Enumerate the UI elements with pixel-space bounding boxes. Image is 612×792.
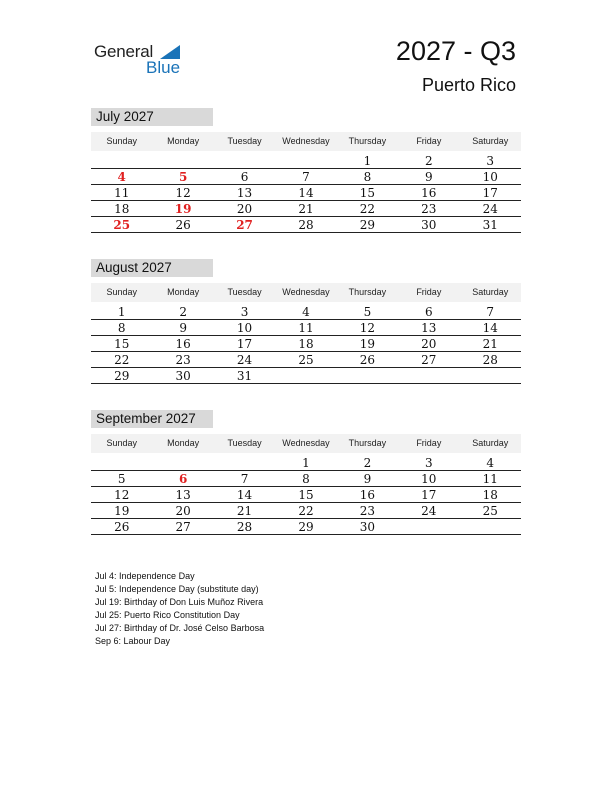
month-calendar <box>91 410 521 535</box>
week-row <box>91 455 521 471</box>
week-row <box>91 320 521 336</box>
day-cell: 6 <box>240 170 249 184</box>
day-cell <box>91 153 152 168</box>
holiday-day-cell: 6 <box>178 472 188 486</box>
day-cell: 8 <box>117 321 126 335</box>
weekday-label: Tuesday <box>227 287 262 297</box>
week-row <box>91 169 521 185</box>
weekday-label: Tuesday <box>227 136 262 146</box>
day-cell: 14 <box>298 186 314 200</box>
week-row <box>91 201 521 217</box>
day-cell: 25 <box>482 504 498 518</box>
week-row <box>91 368 521 384</box>
day-cell: 19 <box>359 337 376 351</box>
day-cell: 18 <box>482 488 498 502</box>
day-cell: 5 <box>117 472 126 486</box>
holiday-day-cell: 27 <box>236 218 253 232</box>
day-cell: 29 <box>359 218 376 232</box>
day-cell: 9 <box>363 472 372 486</box>
day-cell <box>152 153 213 168</box>
weekday-label: Sunday <box>106 136 137 146</box>
logo-word-blue: Blue <box>146 58 181 77</box>
day-cell: 13 <box>421 321 437 335</box>
month-title: September 2027 <box>91 410 213 428</box>
weekday-label: Monday <box>167 287 200 297</box>
holiday-note: Jul 4: Independence Day <box>95 571 195 581</box>
holiday-note: Jul 27: Birthday of Dr. José Celso Barbosa <box>95 623 265 633</box>
weekday-label: Monday <box>167 136 200 146</box>
holiday-day-cell: 25 <box>113 218 131 232</box>
month-title: August 2027 <box>91 259 213 277</box>
week-row <box>91 153 521 169</box>
day-cell: 13 <box>175 488 191 502</box>
weekday-label: Saturday <box>472 438 509 448</box>
day-cell: 8 <box>302 472 310 486</box>
day-cell: 23 <box>421 202 437 216</box>
day-cell: 3 <box>425 456 433 470</box>
holiday-note: Jul 19: Birthday of Don Luis Muñoz Rivera <box>95 597 264 607</box>
day-cell: 3 <box>240 305 249 319</box>
day-cell <box>214 153 275 168</box>
week-row <box>91 336 521 352</box>
day-cell: 24 <box>421 504 437 518</box>
day-cell: 2 <box>363 456 372 470</box>
day-cell: 14 <box>482 321 498 335</box>
day-cell: 8 <box>363 170 372 184</box>
day-cell: 4 <box>486 456 495 470</box>
day-cell: 16 <box>359 488 376 502</box>
week-row <box>91 471 521 487</box>
day-cell: 1 <box>363 154 372 168</box>
day-cell: 30 <box>175 369 191 383</box>
weekday-label: Friday <box>416 438 442 448</box>
week-row <box>91 487 521 503</box>
day-cell: 28 <box>482 353 498 367</box>
day-cell: 20 <box>236 202 253 216</box>
month-calendar <box>91 108 521 233</box>
day-cell: 16 <box>421 186 437 200</box>
weekday-label: Sunday <box>106 287 137 297</box>
day-cell: 17 <box>236 337 253 351</box>
day-cell: 16 <box>175 337 191 351</box>
day-cell: 12 <box>359 321 376 335</box>
day-cell <box>337 368 398 383</box>
day-cell: 18 <box>114 202 130 216</box>
weekday-label: Friday <box>416 136 442 146</box>
day-cell: 26 <box>114 520 130 534</box>
week-row <box>91 217 521 233</box>
day-cell: 30 <box>421 218 437 232</box>
day-cell: 19 <box>114 504 130 518</box>
day-cell: 26 <box>175 218 191 232</box>
day-cell: 31 <box>236 369 253 383</box>
week-row <box>91 185 521 201</box>
holiday-note: Sep 6: Labour Day <box>95 636 171 646</box>
holiday-day-cell: 4 <box>117 170 126 184</box>
day-cell: 10 <box>236 321 253 335</box>
day-cell: 20 <box>175 504 191 518</box>
day-cell: 10 <box>421 472 437 486</box>
day-cell: 5 <box>363 305 372 319</box>
day-cell: 23 <box>359 504 376 518</box>
day-cell: 9 <box>179 321 187 335</box>
day-cell <box>460 368 521 383</box>
day-cell: 4 <box>302 305 310 319</box>
weekday-label: Wednesday <box>282 287 330 297</box>
day-cell: 21 <box>236 504 253 518</box>
day-cell: 26 <box>359 353 376 367</box>
day-cell: 24 <box>236 353 253 367</box>
day-cell: 20 <box>421 337 437 351</box>
logo <box>94 42 194 78</box>
holiday-note: Jul 25: Puerto Rico Constitution Day <box>95 610 240 620</box>
day-cell: 1 <box>117 305 126 319</box>
weekday-header-row <box>91 283 521 302</box>
day-cell: 28 <box>298 218 314 232</box>
day-cell: 15 <box>114 337 130 351</box>
day-cell: 27 <box>421 353 437 367</box>
day-cell: 29 <box>298 520 314 534</box>
day-cell <box>460 519 521 534</box>
day-cell <box>398 368 459 383</box>
day-cell: 10 <box>482 170 498 184</box>
day-cell: 3 <box>486 154 495 168</box>
weekday-label: Monday <box>167 438 200 448</box>
day-cell: 11 <box>114 186 130 200</box>
day-cell: 7 <box>302 170 310 184</box>
day-cell <box>214 455 275 470</box>
day-cell: 21 <box>482 337 498 351</box>
day-cell: 25 <box>298 353 314 367</box>
day-cell: 12 <box>114 488 130 502</box>
day-cell: 13 <box>236 186 253 200</box>
day-cell: 9 <box>425 170 433 184</box>
weekday-header-row <box>91 132 521 151</box>
weekday-label: Thursday <box>348 136 387 146</box>
weekday-label: Thursday <box>348 438 387 448</box>
region-label: Puerto Rico <box>421 75 516 95</box>
day-cell: 17 <box>421 488 437 502</box>
day-cell: 17 <box>482 186 498 200</box>
day-cell <box>275 153 336 168</box>
weekday-label: Wednesday <box>282 136 330 146</box>
day-cell: 23 <box>175 353 191 367</box>
day-cell: 22 <box>359 202 376 216</box>
weekday-label: Thursday <box>348 287 387 297</box>
day-cell <box>275 368 336 383</box>
holiday-day-cell: 19 <box>174 202 192 216</box>
month-title: July 2027 <box>91 108 213 126</box>
day-cell: 12 <box>175 186 191 200</box>
week-row <box>91 519 521 535</box>
weekday-header-row <box>91 434 521 453</box>
day-cell: 31 <box>482 218 498 232</box>
weekday-label: Saturday <box>472 287 509 297</box>
holiday-day-cell: 5 <box>178 170 188 184</box>
day-cell: 11 <box>482 472 498 486</box>
day-cell: 14 <box>236 488 253 502</box>
month-calendar <box>91 259 521 384</box>
day-cell: 7 <box>486 305 495 319</box>
week-row <box>91 352 521 368</box>
day-cell: 2 <box>179 305 187 319</box>
weekday-label: Wednesday <box>282 438 330 448</box>
weekday-label: Sunday <box>106 438 137 448</box>
weekday-label: Saturday <box>472 136 509 146</box>
day-cell: 7 <box>240 472 249 486</box>
day-cell: 28 <box>236 520 253 534</box>
logo-word-general: General <box>94 42 154 61</box>
day-cell: 29 <box>114 369 130 383</box>
day-cell: 1 <box>302 456 310 470</box>
day-cell: 22 <box>114 353 130 367</box>
day-cell: 27 <box>175 520 191 534</box>
day-cell: 21 <box>298 202 314 216</box>
week-row <box>91 304 521 320</box>
day-cell: 15 <box>298 488 314 502</box>
day-cell: 22 <box>298 504 314 518</box>
weekday-label: Friday <box>416 287 442 297</box>
day-cell: 6 <box>425 305 433 319</box>
day-cell: 18 <box>298 337 314 351</box>
day-cell: 2 <box>425 154 433 168</box>
logo-triangle-icon <box>160 45 180 59</box>
week-row <box>91 503 521 519</box>
day-cell <box>91 455 152 470</box>
day-cell: 15 <box>359 186 376 200</box>
day-cell: 24 <box>482 202 498 216</box>
day-cell <box>152 455 213 470</box>
holiday-notes <box>95 570 264 648</box>
day-cell: 30 <box>359 520 376 534</box>
holiday-note: Jul 5: Independence Day (substitute day) <box>95 584 259 594</box>
page-title: 2027 - Q3 <box>395 36 516 66</box>
weekday-label: Tuesday <box>227 438 262 448</box>
day-cell <box>398 519 459 534</box>
day-cell: 11 <box>298 321 314 335</box>
